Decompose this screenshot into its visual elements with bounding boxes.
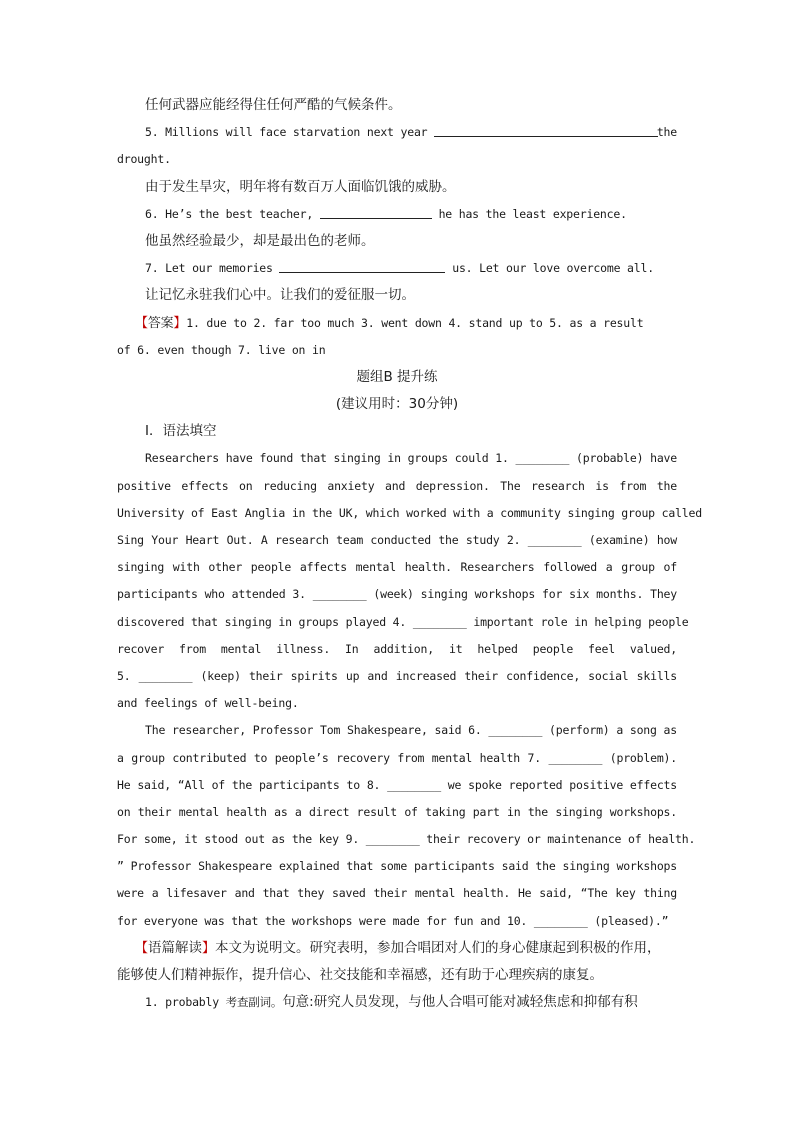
- passage-line: Researchers have found that singing in groups could 1. ________ (probable) have: [145, 451, 677, 466]
- passage-line: recover from mental illness. In addition, it helped people feel valued,: [117, 641, 677, 656]
- passage-paragraph-2: [117, 717, 696, 935]
- question-7: [117, 255, 677, 282]
- passage-line: He said, “All of the participants to 8. ________ we spoke reported positive effects: [117, 777, 677, 792]
- passage-line: University of East Anglia in the UK, which worked with a community singing group called: [117, 505, 702, 520]
- passage-line: on their mental health as a direct result of taking part in the singing workshops.: [117, 804, 677, 819]
- explanation-line: [117, 989, 677, 1016]
- question-text: the: [656, 125, 677, 140]
- document-page: [117, 92, 702, 1016]
- translation-line: 他虽然经验最少，却是最出色的老师。: [145, 232, 375, 249]
- passage-line: Sing Your Heart Out. A research team conducted the study 2. ________ (examine) how: [117, 533, 677, 547]
- passage-line: 5. ________ (keep) their spirits up and increased their confidence, social skills: [117, 668, 677, 683]
- explanation-text: 句意:研究人员发现，与他人合唱可能对减轻焦虑和抑郁有积: [282, 994, 638, 1011]
- translation-line: 由于发生旱灾，明年将有数百万人面临饥饿的威胁。: [145, 178, 456, 195]
- analysis-line: 能够使人们精神振作，提升信心、社交技能和幸福感，还有助于心理疾病的康复。: [117, 967, 603, 983]
- passage-line: were a lifesaver and that they saved their mental health. He said, “The key thing: [117, 886, 677, 901]
- passage-line: For some, it stood out as the key 9. ________ their recovery or maintenance of health.: [117, 832, 696, 847]
- explanation-answer: 1. probably 考查副词。: [145, 995, 283, 1010]
- part-heading: Ⅰ．语法填空: [145, 423, 217, 440]
- text-line: drought.: [117, 152, 171, 167]
- passage-line: ” Professor Shakespeare explained that some participants said the singing workshops: [117, 859, 677, 874]
- passage-line: The researcher, Professor Tom Shakespeare, said 6. ________ (perform) a song as: [145, 723, 677, 738]
- text-line: 任何武器应能经得住任何严酷的气候条件。: [145, 97, 402, 113]
- question-text: us. Let our love overcome all.: [452, 261, 654, 276]
- question-text: he has the least experience.: [438, 206, 627, 221]
- passage-line: participants who attended 3. ________ (week) singing workshops for six months. They: [117, 587, 677, 602]
- question-6: [117, 201, 677, 228]
- question-text: 7. Let our memories: [145, 261, 273, 276]
- question-5: [117, 119, 677, 146]
- analysis-label: 语篇解读: [148, 939, 203, 956]
- passage-line: for everyone was that the workshops were made for fun and 10. ________ (pleased).”: [117, 913, 669, 928]
- section-subtitle: (建议用时：30分钟): [335, 396, 459, 413]
- answer-text: 1. due to 2. far too much 3. went down 4. stand up to 5. as a result: [186, 315, 644, 330]
- question-text: 5. Millions will face starvation next year: [145, 125, 428, 140]
- answer-line: 【答案】1. due to 2. far too much 3. went down 4. stand up to 5. as a result: [135, 315, 644, 331]
- answer-blank: [279, 260, 445, 273]
- answer-line: of 6. even though 7. live on in: [117, 342, 326, 357]
- analysis-text: 本文为说明文。研究表明，参加合唱团对人们的身心健康起到积极的作用，: [215, 939, 661, 956]
- answer-blank: [434, 124, 658, 137]
- question-text: 6. He’s the best teacher,: [145, 206, 314, 221]
- answer-label: 答案: [147, 315, 174, 331]
- answer-blank: [320, 206, 432, 219]
- passage-line: and feelings of well-being.: [117, 696, 299, 711]
- passage-line: a group contributed to people’s recovery from mental health 7. ________ (problem).: [117, 750, 677, 765]
- passage-line: singing with other people affects mental health. Researchers followed a group of: [117, 560, 677, 575]
- passage-line: positive effects on reducing anxiety and depression. The research is from the: [117, 478, 677, 493]
- section-title: 题组B 提升练: [356, 368, 438, 385]
- passage-paragraph-1: [117, 445, 702, 717]
- translation-line: 让记忆永驻我们心中。让我们的爱征服一切。: [145, 287, 415, 304]
- analysis-line: 【语篇解读】本文为说明文。研究表明，参加合唱团对人们的身心健康起到积极的作用，: [135, 939, 661, 956]
- passage-line: discovered that singing in groups played 4. ________ important role in helping people: [117, 614, 689, 629]
